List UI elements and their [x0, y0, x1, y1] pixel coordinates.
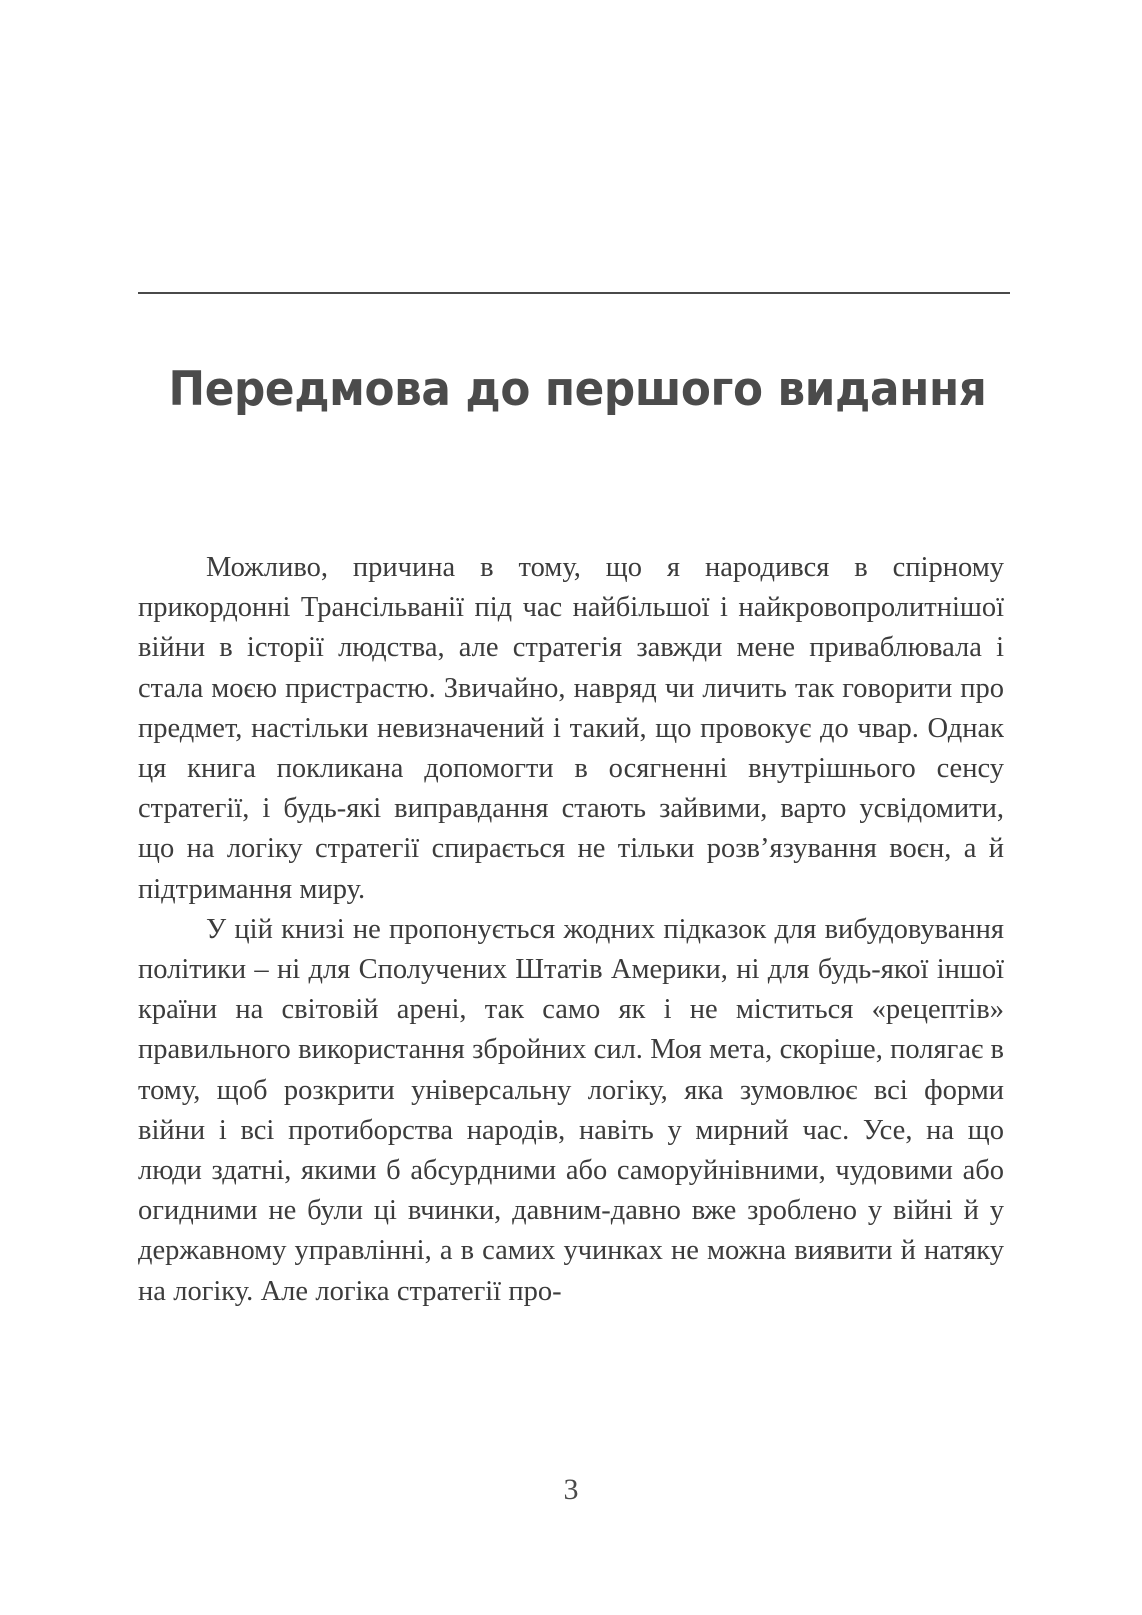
- page-title: Передмова до першого видання: [168, 362, 987, 418]
- paragraph-2: У цій книзі не пропонується жодних підказок для вибудовування політики – ні для Сполучених Штатів Америки, ні для будь-якої іншої країни на світовій арені, так само як і не міститься «рецептів» правильного використання збройних сил. Моя мета, скоріше, полягає в тому, щоб розкрити універсальну логіку, яка зумовлює всі форми війни і всі протиборства народів, навіть у мирний час. Усе, на що люди здатні, якими б абсурдними або саморуйнівними, чудовими або огидними не були ці вчинки, давним-давно вже зроблено у війні й у державному управлінні, а в самих учинках не можна виявити й натяку на логіку. Але логіка стратегії про-: [138, 913, 1004, 1307]
- paragraph-1: Можливо, причина в тому, що я народився в спірному прикордонні Трансільванії під час найбільшої і найкровопролитнішої війни в історії людства, але стратегія завжди мене приваблювала і стала моєю пристрастю. Звичайно, навряд чи личить так говорити про предмет, настільки невизначений і такий, що провокує до чвар. Однак ця книга покликана допомогти в осягненні внутрішнього сенсу стратегії, і будь-які виправдання стають зайвими, варто усвідомити, що на логіку стратегії спирається не тільки розв’язування воєн, а й підтримання миру.: [138, 552, 1004, 905]
- chapter-header-rule: [138, 292, 1010, 294]
- body-text: [138, 548, 1004, 1312]
- page-number: 3: [563, 1473, 579, 1506]
